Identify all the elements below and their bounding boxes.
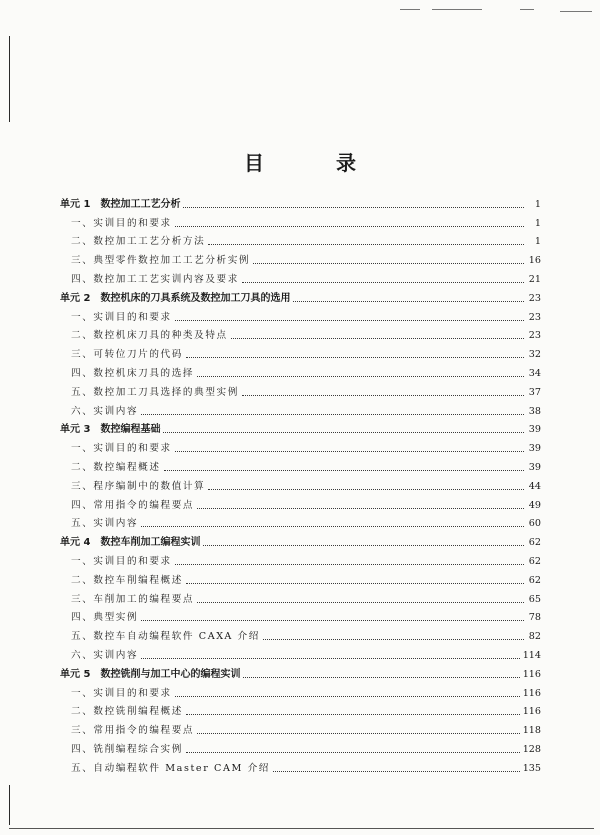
toc-unit-title: 数控铣削与加工中心的编程实训 (100, 668, 241, 680)
toc-page-number: 39 (528, 424, 541, 436)
toc-dot-leader (175, 226, 524, 227)
toc-unit-number: 单元 1 (60, 198, 91, 210)
toc-section-row (60, 324, 541, 343)
toc-dot-leader (253, 263, 524, 264)
toc-page-number: 37 (528, 386, 541, 398)
toc-page-number: 16 (528, 255, 541, 267)
toc-entry-title: 四、数控加工工艺实训内容及要求 (71, 273, 239, 285)
toc-section-row (60, 493, 541, 512)
toc-dot-leader (183, 207, 524, 208)
toc-section-row (60, 305, 541, 324)
toc-unit-title: 数控加工工艺分析 (100, 198, 181, 210)
toc-page-number: 116 (522, 687, 541, 699)
toc-entry-title: 三、可转位刀片的代码 (71, 349, 183, 361)
toc-unit-row (60, 662, 541, 681)
toc-section-row (60, 756, 541, 775)
toc-entry-title: 二、数控机床刀具的种类及特点 (71, 330, 228, 342)
toc-entry-title: 六、实训内容 (71, 405, 139, 417)
toc-dot-leader (208, 244, 524, 245)
toc-entry-title: 六、实训内容 (71, 649, 139, 661)
toc-entry-title: 四、铣削编程综合实例 (71, 743, 183, 755)
toc-dot-leader (175, 696, 520, 697)
toc-page-number: 128 (522, 743, 541, 755)
toc-page-number: 38 (528, 405, 541, 417)
scan-edge-left-top (9, 36, 10, 122)
toc-dot-leader (186, 357, 524, 358)
toc-unit-number: 单元 3 (60, 424, 91, 436)
toc-entry-title: 一、实训目的和要求 (71, 555, 172, 567)
toc-entry-title (60, 669, 243, 681)
toc-page-number: 116 (522, 668, 541, 680)
toc-dot-leader (141, 620, 524, 621)
toc-section-row (60, 568, 541, 587)
toc-section-row (60, 455, 541, 474)
toc-page-number: 116 (522, 706, 541, 718)
toc-page-number: 114 (522, 649, 541, 661)
toc-entry-title (60, 424, 163, 436)
toc-entry-title (60, 293, 293, 305)
toc-page-number: 118 (522, 725, 541, 737)
toc-unit-title: 数控车削加工编程实训 (100, 537, 201, 549)
toc-section-row (60, 718, 541, 737)
toc-entry-title: 三、典型零件数控加工工艺分析实例 (71, 255, 251, 267)
toc-dot-leader (186, 583, 524, 584)
toc-unit-row (60, 418, 541, 437)
toc-entry-title: 三、常用指令的编程要点 (71, 725, 195, 737)
toc-entry-title: 五、数控车自动编程软件 CAXA 介绍 (71, 631, 260, 643)
toc-entry-title: 一、实训目的和要求 (71, 311, 172, 323)
scan-edge-bottom (9, 828, 594, 829)
toc-section-row (60, 248, 541, 267)
toc-page-number: 62 (528, 555, 541, 567)
toc-section-row (60, 587, 541, 606)
toc-entry-title: 五、实训内容 (71, 518, 139, 530)
toc-dot-leader (163, 432, 524, 433)
page-title: 目 录 (244, 151, 382, 175)
toc-entry-title (60, 537, 203, 549)
toc-unit-number: 单元 4 (60, 537, 91, 549)
toc-page-number: 32 (528, 349, 541, 361)
toc-entry-title: 二、数控铣削编程概述 (71, 706, 183, 718)
toc-section-row (60, 342, 541, 361)
toc-page-number: 65 (528, 593, 541, 605)
toc-entry-title: 四、数控机床刀具的选择 (71, 367, 195, 379)
toc-dot-leader (175, 320, 524, 321)
toc-unit-number: 单元 5 (60, 668, 91, 680)
toc-section-row (60, 643, 541, 662)
toc-entry-title: 二、数控车削编程概述 (71, 574, 183, 586)
toc-section-row (60, 737, 541, 756)
toc-dot-leader (273, 771, 520, 772)
toc-dot-leader (141, 526, 524, 527)
toc-page-number: 1 (534, 198, 541, 210)
toc-section-row (60, 474, 541, 493)
toc-dot-leader (186, 714, 520, 715)
toc-section-row (60, 700, 541, 719)
scan-edge-top-mark (560, 11, 592, 12)
toc-entry-title: 一、实训目的和要求 (71, 217, 172, 229)
toc-dot-leader (208, 489, 524, 490)
toc-section-row (60, 512, 541, 531)
scan-edge-top-mark (520, 9, 534, 10)
toc-page-number: 62 (528, 574, 541, 586)
toc-entry-title (60, 199, 183, 211)
toc-section-row (60, 606, 541, 625)
toc-dot-leader (141, 658, 520, 659)
toc-page-number: 135 (522, 762, 541, 774)
toc-section-row (60, 399, 541, 418)
toc-unit-row (60, 286, 541, 305)
toc-section-row (60, 267, 541, 286)
toc-dot-leader (242, 395, 524, 396)
toc-entry-title: 三、车削加工的编程要点 (71, 593, 195, 605)
toc-section-row (60, 211, 541, 230)
toc-entry-title: 五、数控加工刀具选择的典型实例 (71, 386, 239, 398)
toc-entry-title: 一、实训目的和要求 (71, 443, 172, 455)
toc-section-row (60, 436, 541, 455)
toc-page-number: 1 (534, 217, 541, 229)
toc-dot-leader (293, 301, 524, 302)
toc-dot-leader (197, 376, 524, 377)
table-of-contents (60, 192, 541, 775)
toc-dot-leader (243, 677, 519, 678)
toc-section-row (60, 361, 541, 380)
toc-unit-row (60, 192, 541, 211)
toc-entry-title: 三、程序编制中的数值计算 (71, 480, 206, 492)
toc-section-row (60, 549, 541, 568)
toc-dot-leader (197, 733, 520, 734)
toc-entry-title: 五、自动编程软件 Master CAM 介绍 (71, 762, 270, 774)
scan-edge-top-mark (432, 9, 482, 10)
toc-page-number: 23 (528, 311, 541, 323)
toc-dot-leader (203, 545, 524, 546)
toc-dot-leader (164, 470, 524, 471)
toc-entry-title: 四、典型实例 (71, 612, 139, 624)
toc-page-number: 44 (528, 480, 541, 492)
toc-dot-leader (186, 752, 520, 753)
toc-entry-title: 一、实训目的和要求 (71, 687, 172, 699)
toc-page-number: 23 (528, 330, 541, 342)
toc-dot-leader (197, 508, 524, 509)
toc-section-row (60, 681, 541, 700)
scan-edge-left-bottom (9, 785, 10, 825)
toc-page-number: 49 (528, 499, 541, 511)
toc-page-number: 62 (528, 537, 541, 549)
toc-page-number: 1 (534, 236, 541, 248)
toc-page-number: 21 (528, 273, 541, 285)
toc-entry-title: 二、数控编程概述 (71, 461, 161, 473)
toc-section-row (60, 380, 541, 399)
toc-entry-title: 二、数控加工工艺分析方法 (71, 236, 206, 248)
toc-section-row (60, 230, 541, 249)
toc-page-number: 39 (528, 443, 541, 455)
toc-dot-leader (175, 451, 524, 452)
toc-section-row (60, 624, 541, 643)
toc-unit-title: 数控编程基础 (100, 424, 161, 436)
toc-dot-leader (231, 338, 524, 339)
toc-unit-title: 数控机床的刀具系统及数控加工刀具的选用 (100, 292, 291, 304)
toc-unit-row (60, 530, 541, 549)
toc-page-number: 23 (528, 292, 541, 304)
toc-page-number: 82 (528, 631, 541, 643)
toc-unit-number: 单元 2 (60, 292, 91, 304)
toc-page-number: 39 (528, 461, 541, 473)
toc-page-number: 78 (528, 612, 541, 624)
toc-dot-leader (242, 282, 524, 283)
toc-entry-title: 四、常用指令的编程要点 (71, 499, 195, 511)
toc-page-number: 34 (528, 367, 541, 379)
toc-dot-leader (141, 414, 524, 415)
scan-edge-top-mark (400, 9, 420, 10)
toc-dot-leader (263, 639, 524, 640)
toc-page-number: 60 (528, 518, 541, 530)
toc-dot-leader (175, 564, 524, 565)
toc-dot-leader (197, 602, 524, 603)
